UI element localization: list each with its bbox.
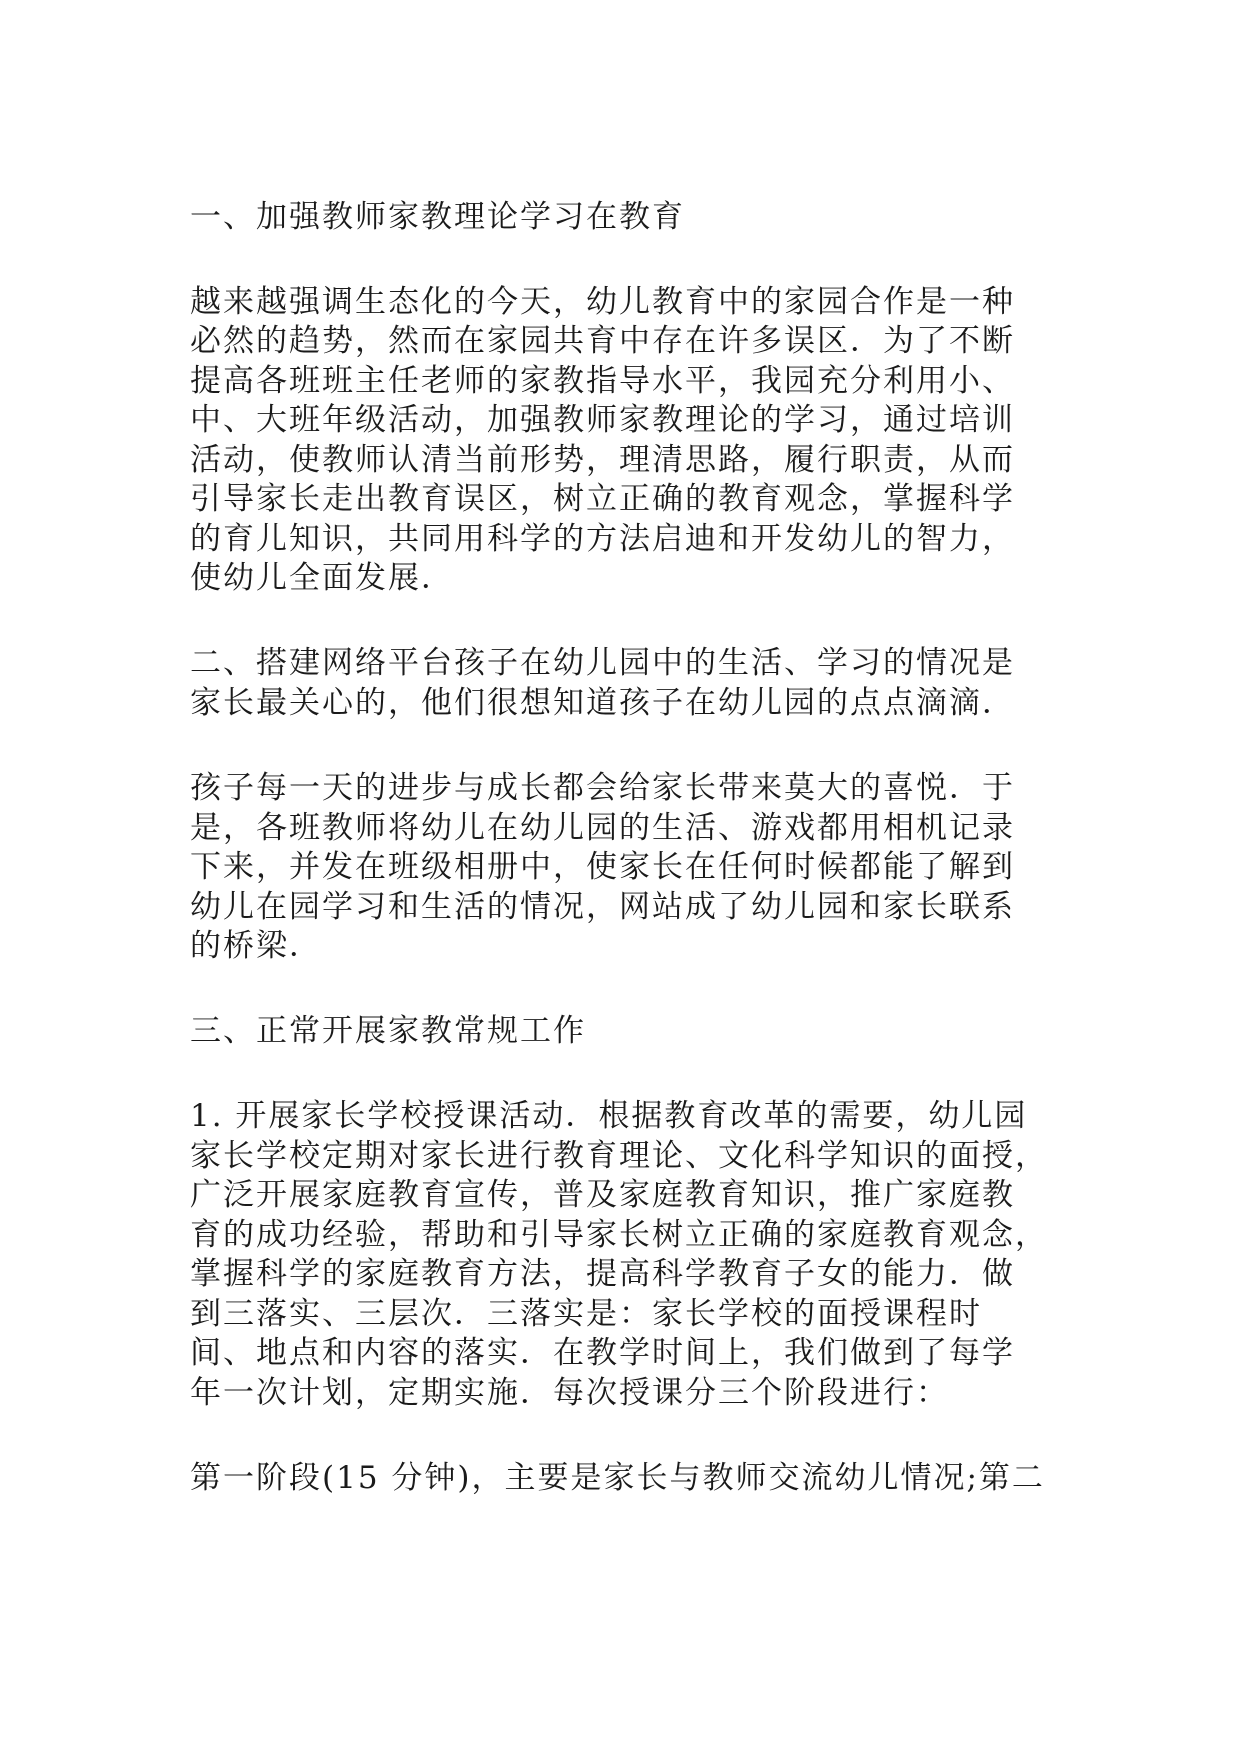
section1-paragraph-line: 引导家长走出教育误区，树立正确的教育观念，掌握科学: [190, 481, 1015, 517]
section2-paragraph-line: 幼儿在园学习和生活的情况，网站成了幼儿园和家长联系: [190, 889, 1015, 925]
section3-item1-line: 年一次计划，定期实施．每次授课分三个阶段进行：: [190, 1375, 949, 1411]
section2-paragraph-line: 孩子每一天的进步与成长都会给家长带来莫大的喜悦．于: [190, 770, 1015, 806]
section3-item1-line: 育的成功经验，帮助和引导家长树立正确的家庭教育观念，: [190, 1217, 1048, 1253]
section3-item1-line: 1. 开展家长学校授课活动．根据教育改革的需要，幼儿园: [190, 1098, 1028, 1134]
section3-item1-line: 广泛开展家庭教育宣传，普及家庭教育知识，推广家庭教: [190, 1177, 1015, 1213]
section3-item1-line: 掌握科学的家庭教育方法，提高科学教育子女的能力．做: [190, 1256, 1015, 1292]
section1-heading: 一、加强教师家教理论学习在教育: [190, 199, 685, 235]
section3-item1-line: 间、地点和内容的落实．在教学时间上，我们做到了每学: [190, 1335, 1015, 1371]
section1-paragraph-line: 中、大班年级活动，加强教师家教理论的学习，通过培训: [190, 402, 1015, 438]
section2-paragraph-line: 是，各班教师将幼儿在幼儿园的生活、游戏都用相机记录: [190, 810, 1015, 846]
section2-paragraph-line: 的桥梁．: [190, 928, 322, 964]
section3-item1-line: 到三落实、三层次．三落实是：家长学校的面授课程时: [190, 1296, 982, 1332]
section1-paragraph-line: 的育儿知识，共同用科学的方法启迪和开发幼儿的智力，: [190, 521, 1015, 557]
section1-paragraph-line: 活动，使教师认清当前形势，理清思路，履行职责，从而: [190, 442, 1015, 478]
section3-heading: 三、正常开展家教常规工作: [190, 1013, 586, 1049]
section2-paragraph-line: 下来，并发在班级相册中，使家长在任何时候都能了解到: [190, 849, 1015, 885]
section3-stage-line: 第一阶段(15 分钟)，主要是家长与教师交流幼儿情况;第二: [190, 1460, 1045, 1496]
section1-paragraph-line: 提高各班班主任老师的家教指导水平，我园充分利用小、: [190, 363, 1015, 399]
section1-paragraph-line: 使幼儿全面发展．: [190, 560, 454, 596]
section1-paragraph-line: 必然的趋势，然而在家园共育中存在许多误区．为了不断: [190, 323, 1015, 359]
section2-heading-line: 二、搭建网络平台孩子在幼儿园中的生活、学习的情况是: [190, 645, 1015, 681]
section3-item1-line: 家长学校定期对家长进行教育理论、文化科学知识的面授，: [190, 1138, 1048, 1174]
section1-paragraph-line: 越来越强调生态化的今天，幼儿教育中的家园合作是一种: [190, 284, 1015, 320]
section2-heading-line: 家长最关心的，他们很想知道孩子在幼儿园的点点滴滴．: [190, 685, 1015, 721]
